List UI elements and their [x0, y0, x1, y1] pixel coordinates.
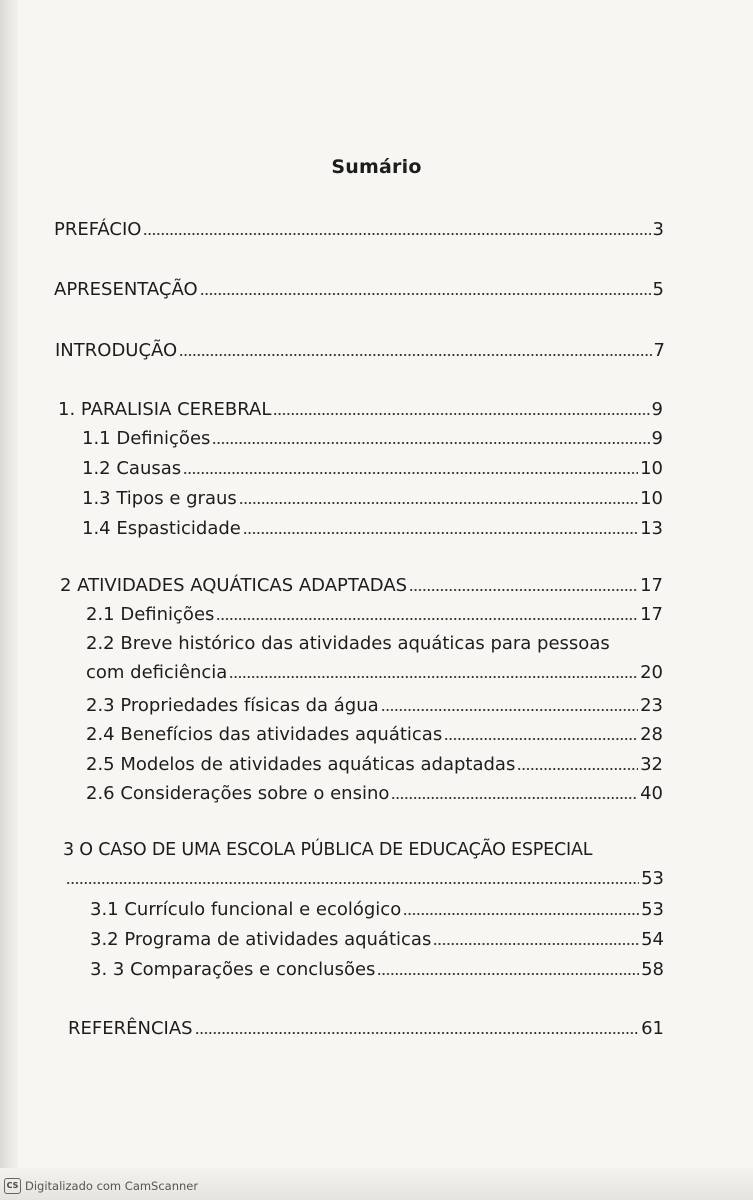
page-title: Sumário [331, 156, 422, 178]
toc-entry-beneficios [86, 723, 663, 747]
toc-label: 1.2 Causas [82, 458, 182, 479]
toc-label: 3.1 Currículo funcional e ecológico [90, 899, 402, 920]
toc-label: 1.1 Definições [82, 428, 211, 449]
toc-label: 1.3 Tipos e graus [82, 488, 237, 509]
dot-leader [212, 440, 649, 446]
dot-leader [273, 411, 649, 417]
toc-entry-paralisia-cerebral [58, 398, 663, 422]
toc-page-number: 7 [653, 340, 665, 361]
dot-leader [216, 616, 638, 622]
toc-page-number: 10 [640, 458, 663, 479]
toc-entry-atividades-aquaticas [60, 574, 663, 598]
dot-leader [243, 530, 638, 536]
toc-page-number: 23 [640, 695, 663, 716]
toc-page-number: 17 [640, 604, 663, 625]
toc-page-number: 53 [641, 899, 664, 920]
dot-leader [200, 291, 651, 297]
dot-leader [195, 1030, 640, 1036]
toc-entry-definicoes-2 [86, 603, 663, 627]
toc-page-number: 20 [640, 662, 663, 683]
toc-page-number: 32 [640, 754, 663, 775]
toc-entry-curriculo [90, 898, 664, 922]
toc-label: 2 ATIVIDADES AQUÁTICAS ADAPTADAS [60, 575, 408, 596]
toc-entry-espasticidade [82, 517, 663, 541]
watermark-text: Digitalizado com CamScanner [25, 1179, 199, 1193]
toc-entry-causas [82, 457, 663, 481]
dot-leader [381, 707, 638, 713]
toc-page-number: 13 [640, 518, 663, 539]
toc-label: 2.6 Considerações sobre o ensino [86, 783, 390, 804]
toc-label: 1. PARALISIA CEREBRAL [58, 399, 272, 420]
dot-leader [239, 500, 638, 506]
toc-page-number: 40 [640, 783, 663, 804]
toc-entry-definicoes [82, 427, 663, 451]
toc-label: PREFÁCIO [54, 219, 142, 240]
toc-label: 2.1 Definições [86, 604, 215, 625]
toc-label: 2.4 Benefícios das atividades aquáticas [86, 724, 443, 745]
toc-label: 3.2 Programa de atividades aquáticas [90, 929, 432, 950]
dot-leader [183, 470, 638, 476]
toc-entry-introducao [55, 339, 665, 363]
toc-page-number: 53 [641, 868, 664, 889]
toc-label: REFERÊNCIAS [68, 1018, 193, 1039]
toc-entry-modelos [86, 753, 663, 777]
dot-leader [403, 911, 639, 917]
toc-page-number: 10 [640, 488, 663, 509]
toc-label: APRESENTAÇÃO [54, 279, 198, 300]
dot-leader [409, 587, 638, 593]
dot-leader [179, 352, 651, 358]
toc-page-number: 3 [652, 219, 664, 240]
dot-leader [66, 880, 639, 886]
toc-label: 2.5 Modelos de atividades aquáticas adaptadas [86, 754, 516, 775]
camscanner-icon: CS [4, 1178, 21, 1194]
scanner-watermark [4, 1178, 198, 1194]
toc-entry-caso-escola-line1: 3 O CASO DE UMA ESCOLA PÚBLICA DE EDUCAÇÃO ESPECIAL [63, 840, 593, 860]
toc-entry-propriedades [86, 694, 663, 718]
toc-page-number: 54 [641, 929, 664, 950]
toc-page-number: 28 [640, 724, 663, 745]
dot-leader [433, 941, 639, 947]
toc-page-number: 58 [641, 959, 664, 980]
toc-entry-caso-escola [64, 867, 664, 891]
toc-entry-programa [90, 928, 664, 952]
dot-leader [517, 766, 638, 772]
toc-page-number: 17 [640, 575, 663, 596]
toc-label: 1.4 Espasticidade [82, 518, 241, 539]
dot-leader [444, 736, 638, 742]
dot-leader [143, 231, 650, 237]
toc-entry-breve-historico [86, 661, 663, 685]
toc-entry-prefacio [54, 218, 664, 242]
dot-leader [391, 795, 638, 801]
toc-page-number: 5 [652, 279, 664, 300]
toc-label: 3. 3 Comparações e conclusões [90, 959, 376, 980]
toc-label: INTRODUÇÃO [55, 340, 178, 361]
toc-entry-apresentacao [54, 278, 664, 302]
toc-page-number: 61 [641, 1018, 664, 1039]
toc-entry-consideracoes [86, 782, 663, 806]
toc-label: com deficiência [86, 662, 228, 683]
toc-entry-tipos-graus [82, 487, 663, 511]
dot-leader [377, 971, 639, 977]
toc-page-number: 9 [651, 428, 663, 449]
toc-page-number: 9 [651, 399, 663, 420]
toc-entry-referencias [68, 1017, 664, 1041]
toc-entry-comparacoes [90, 958, 664, 982]
toc-entry-breve-historico-line1: 2.2 Breve histórico das atividades aquáticas para pessoas [86, 633, 610, 654]
toc-label: 2.3 Propriedades físicas da água [86, 695, 379, 716]
dot-leader [229, 674, 638, 680]
